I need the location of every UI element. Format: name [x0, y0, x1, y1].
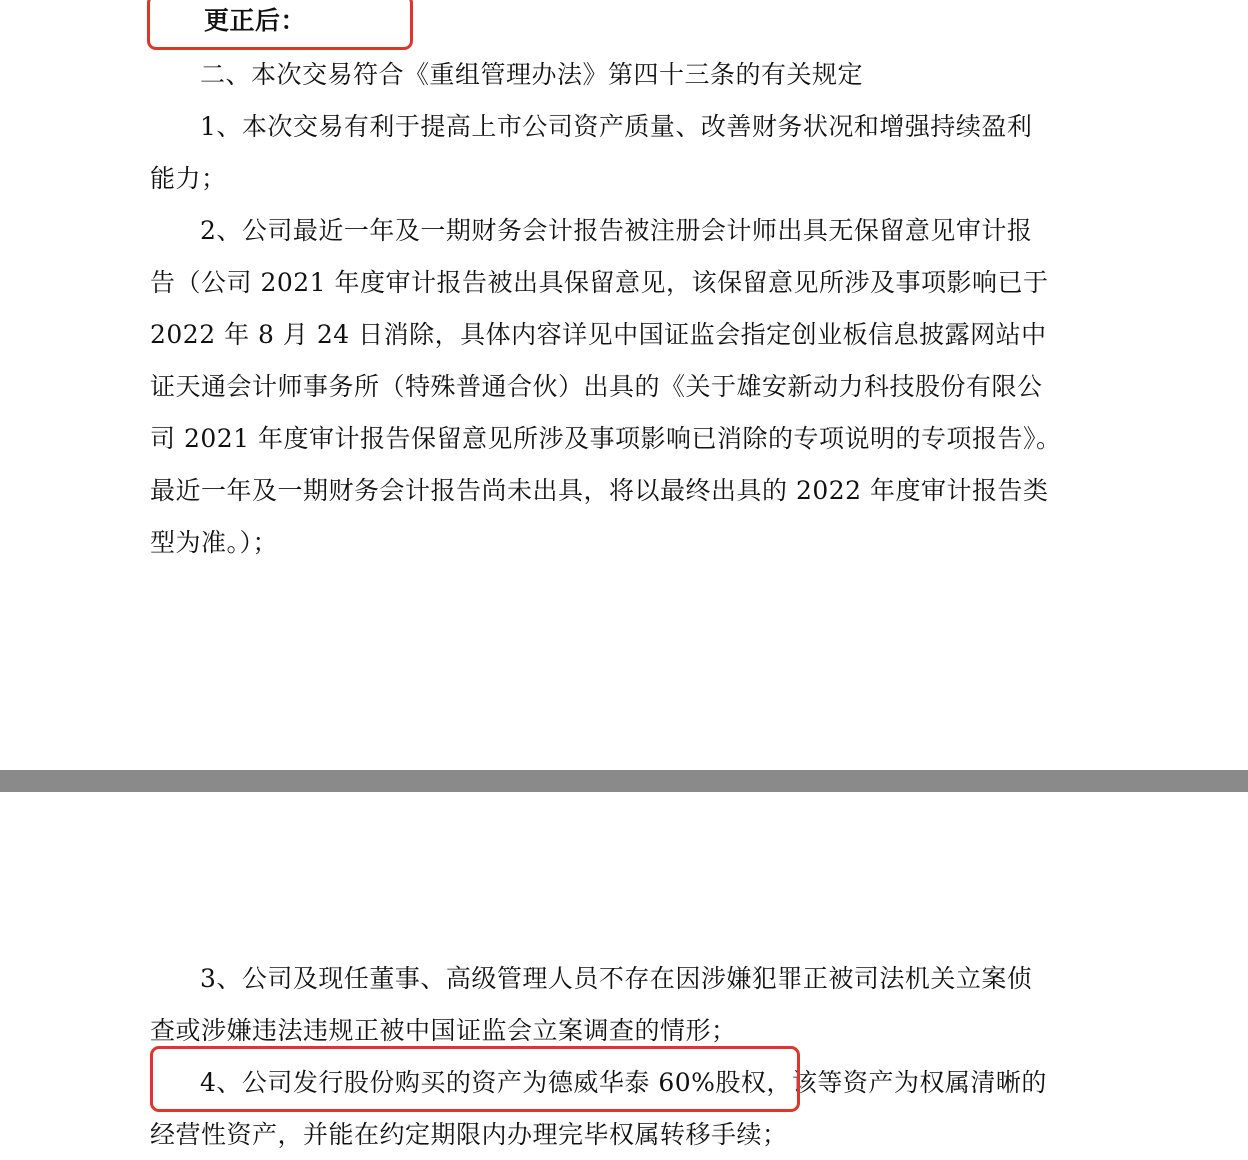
item2-line1: 2、公司最近一年及一期财务会计报告被注册会计师出具无保留意见审计报 — [200, 216, 1033, 245]
correction-heading: 更正后： — [204, 6, 307, 35]
item4-line2: 经营性资产，并能在约定期限内办理完毕权属转移手续； — [150, 1120, 788, 1149]
item2-line6: 最近一年及一期财务会计报告尚未出具，将以最终出具的 2022 年度审计报告类 — [150, 476, 1049, 505]
item1-line2: 能力； — [150, 164, 227, 193]
item2-line3: 2022 年 8 月 24 日消除，具体内容详见中国证监会指定创业板信息披露网站中 — [150, 320, 1047, 349]
document-page-lower — [0, 792, 1248, 1160]
item3-line2: 查或涉嫌违法违规正被中国证监会立案调查的情形； — [150, 1016, 737, 1045]
item4-rest-text: 该等资产为权属清晰的 — [791, 1068, 1047, 1097]
section-title: 二、本次交易符合《重组管理办法》第四十三条的有关规定 — [200, 60, 864, 89]
item3-line1: 3、公司及现任董事、高级管理人员不存在因涉嫌犯罪正被司法机关立案侦 — [200, 964, 1033, 993]
page-separator — [0, 770, 1248, 792]
item1-line1: 1、本次交易有利于提高上市公司资产质量、改善财务状况和增强持续盈利 — [200, 112, 1033, 141]
item2-line4: 证天通会计师事务所（特殊普通合伙）出具的《关于雄安新动力科技股份有限公 — [150, 372, 1043, 401]
heading-highlight-box — [147, 0, 413, 50]
item2-line7: 型为准。）； — [150, 528, 279, 557]
item4-highlight-box — [150, 1046, 800, 1112]
item2-line5: 司 2021 年度审计报告保留意见所涉及事项影响已消除的专项说明的专项报告》。 — [150, 424, 1062, 453]
item4-highlighted-text: 4、公司发行股份购买的资产为德威华泰 60%股权， — [200, 1068, 792, 1097]
item2-line2: 告（公司 2021 年度审计报告被出具保留意见，该保留意见所涉及事项影响已于 — [150, 268, 1049, 297]
